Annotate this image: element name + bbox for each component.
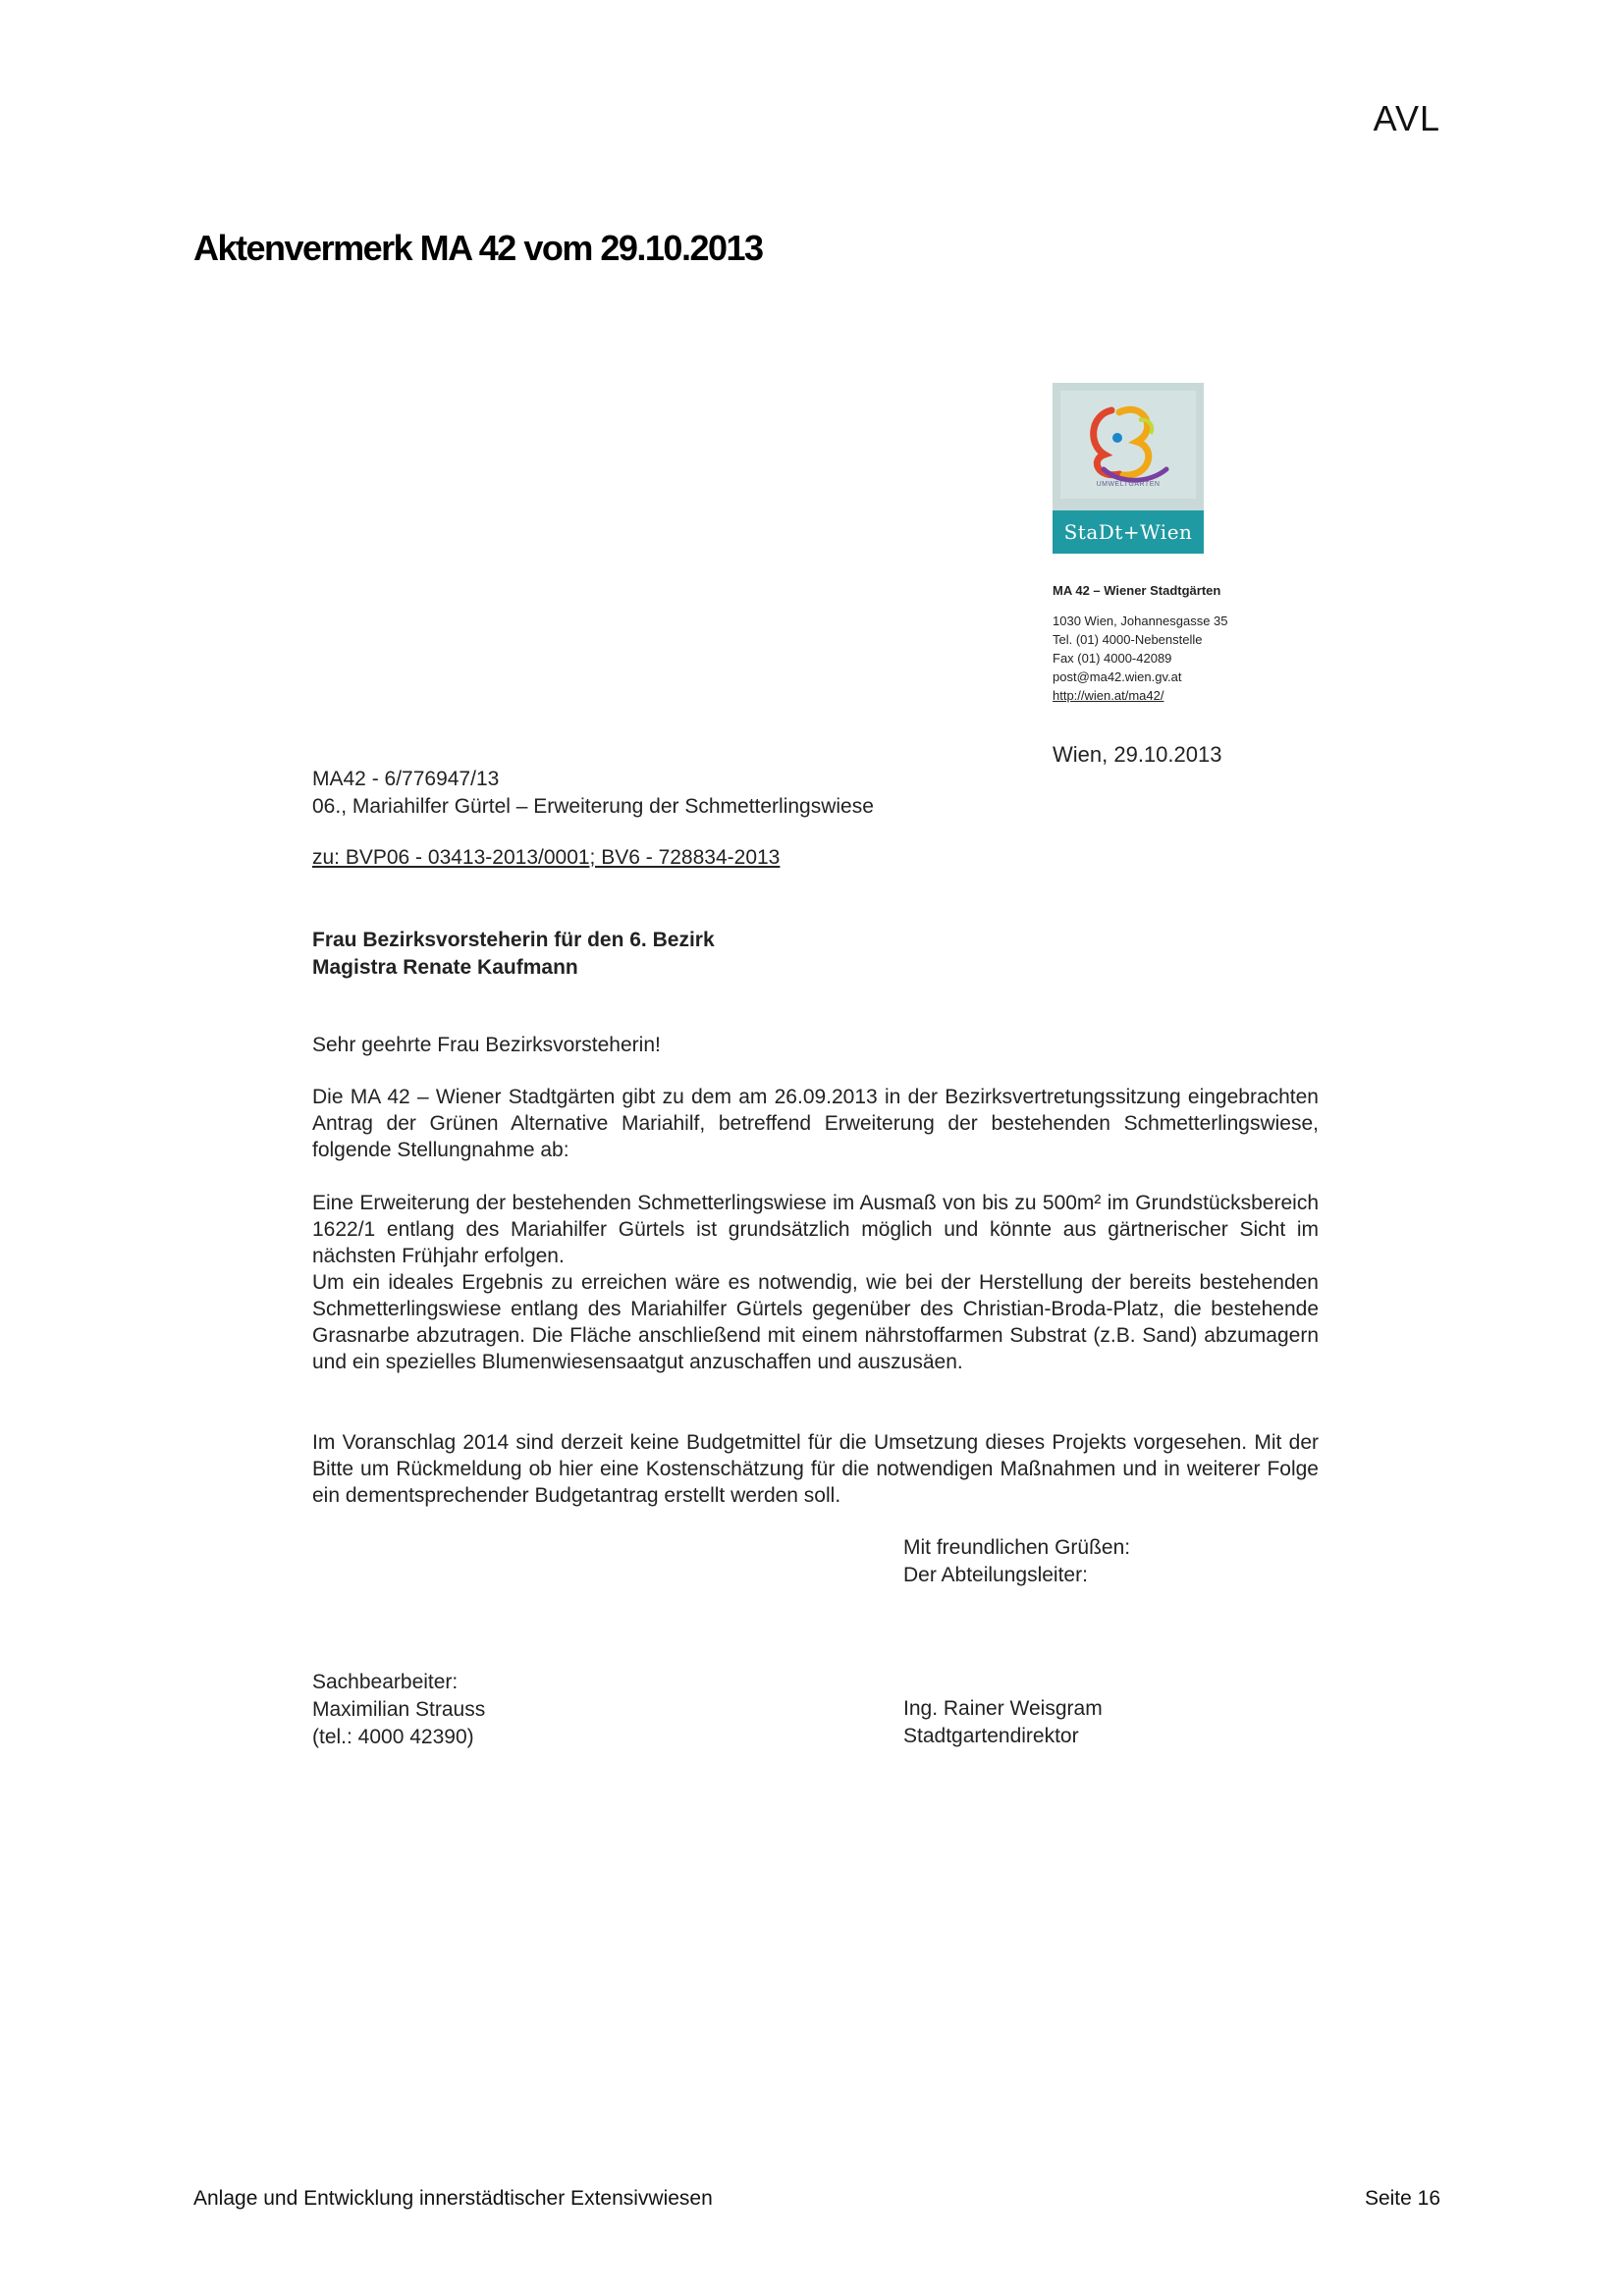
clerk-block	[312, 1669, 485, 1751]
recipient-line-2: Magistra Renate Kaufmann	[312, 956, 578, 979]
closing-line-1: Mit freundlichen Grüßen:	[903, 1536, 1131, 1559]
recipient	[312, 927, 715, 982]
director-block	[903, 1695, 1103, 1750]
clerk-tel: (tel.: 4000 42390)	[312, 1726, 474, 1748]
document-code: AVL	[1373, 98, 1440, 138]
clerk-label: Sachbearbeiter:	[312, 1671, 459, 1693]
paragraph-1: Die MA 42 – Wiener Stadtgärten gibt zu dem am 26.09.2013 in der Bezirksvertretungssitzung eingebrachten Antrag der Grünen Alternative Mariahilf, betreffend Erweiterung der bestehenden Schmetterlingswiese, folgende Stellungnahme ab:	[312, 1086, 1319, 1161]
sender-email[interactable]: post@ma42.wien.gv.at	[1053, 669, 1182, 684]
reference-to: zu: BVP06 - 03413-2013/0001; BV6 - 728834-2013	[312, 846, 781, 869]
paragraph-3: Im Voranschlag 2014 sind derzeit keine Budgetmittel für die Umsetzung dieses Projekts vorgesehen. Mit der Bitte um Rückmeldung ob hier eine Kostenschätzung für die notwendigen Maßnahmen und in weiterer Folge ein dementsprechender Budgetantrag erstellt werden soll.	[312, 1431, 1319, 1507]
city-logo-band: StaDt+Wien	[1053, 510, 1204, 554]
logo-caption: UMWELTGÄRTEN	[1096, 481, 1161, 488]
sender-org: MA 42 – Wiener Stadtgärten	[1053, 583, 1221, 598]
sender-tel: Tel. (01) 4000-Nebenstelle	[1053, 632, 1203, 647]
closing	[903, 1534, 1130, 1589]
reference-subject: 06., Mariahilfer Gürtel – Erweiterung der Schmetterlingswiese	[312, 795, 874, 818]
clerk-name: Maximilian Strauss	[312, 1698, 486, 1721]
director-name: Ing. Rainer Weisgram	[903, 1697, 1103, 1720]
letter-date: Wien, 29.10.2013	[1053, 742, 1222, 767]
page-number: Seite 16	[1364, 2187, 1440, 2210]
paragraph-2b: Um ein ideales Ergebnis zu erreichen wäre es notwendig, wie bei der Herstellung der bereits bestehenden Schmetterlingswiese entlang des Mariahilfer Gürtels gegenüber des Christian-Broda-Platz, die bestehende Grasnarbe abzutragen. Die Fläche anschließend mit einem nährstoffarmen Substrat (z.B. Sand) abzumagern und ein spezielles Blumenwiesensaatgut anzuschaffen und auszusäen.	[312, 1271, 1319, 1373]
sender-block	[1053, 581, 1228, 705]
director-title: Stadtgartendirektor	[903, 1725, 1079, 1747]
sender-fax: Fax (01) 4000-42089	[1053, 651, 1172, 666]
logo	[1053, 383, 1204, 554]
recipient-line-1: Frau Bezirksvorsteherin für den 6. Bezirk	[312, 929, 715, 951]
salutation: Sehr geehrte Frau Bezirksvorsteherin!	[312, 1034, 661, 1056]
paragraph-2	[312, 1190, 1319, 1375]
sender-address: 1030 Wien, Johannesgasse 35	[1053, 614, 1228, 628]
closing-line-2: Der Abteilungsleiter:	[903, 1564, 1088, 1586]
page-title: Aktenvermerk MA 42 vom 29.10.2013	[193, 228, 763, 268]
paragraph-2a: Eine Erweiterung der bestehenden Schmetterlingswiese im Ausmaß von bis zu 500m² im Grundstücksbereich 1622/1 entlang des Mariahilfer Gürtels ist grundsätzlich möglich und könnte aus gärtnerischer Sicht im nächsten Frühjahr erfolgen.	[312, 1192, 1319, 1267]
footer-title: Anlage und Entwicklung innerstädtischer Extensivwiesen	[193, 2187, 713, 2210]
reference-number: MA42 - 6/776947/13	[312, 768, 500, 790]
sender-web-link[interactable]: http://wien.at/ma42/	[1053, 688, 1164, 703]
